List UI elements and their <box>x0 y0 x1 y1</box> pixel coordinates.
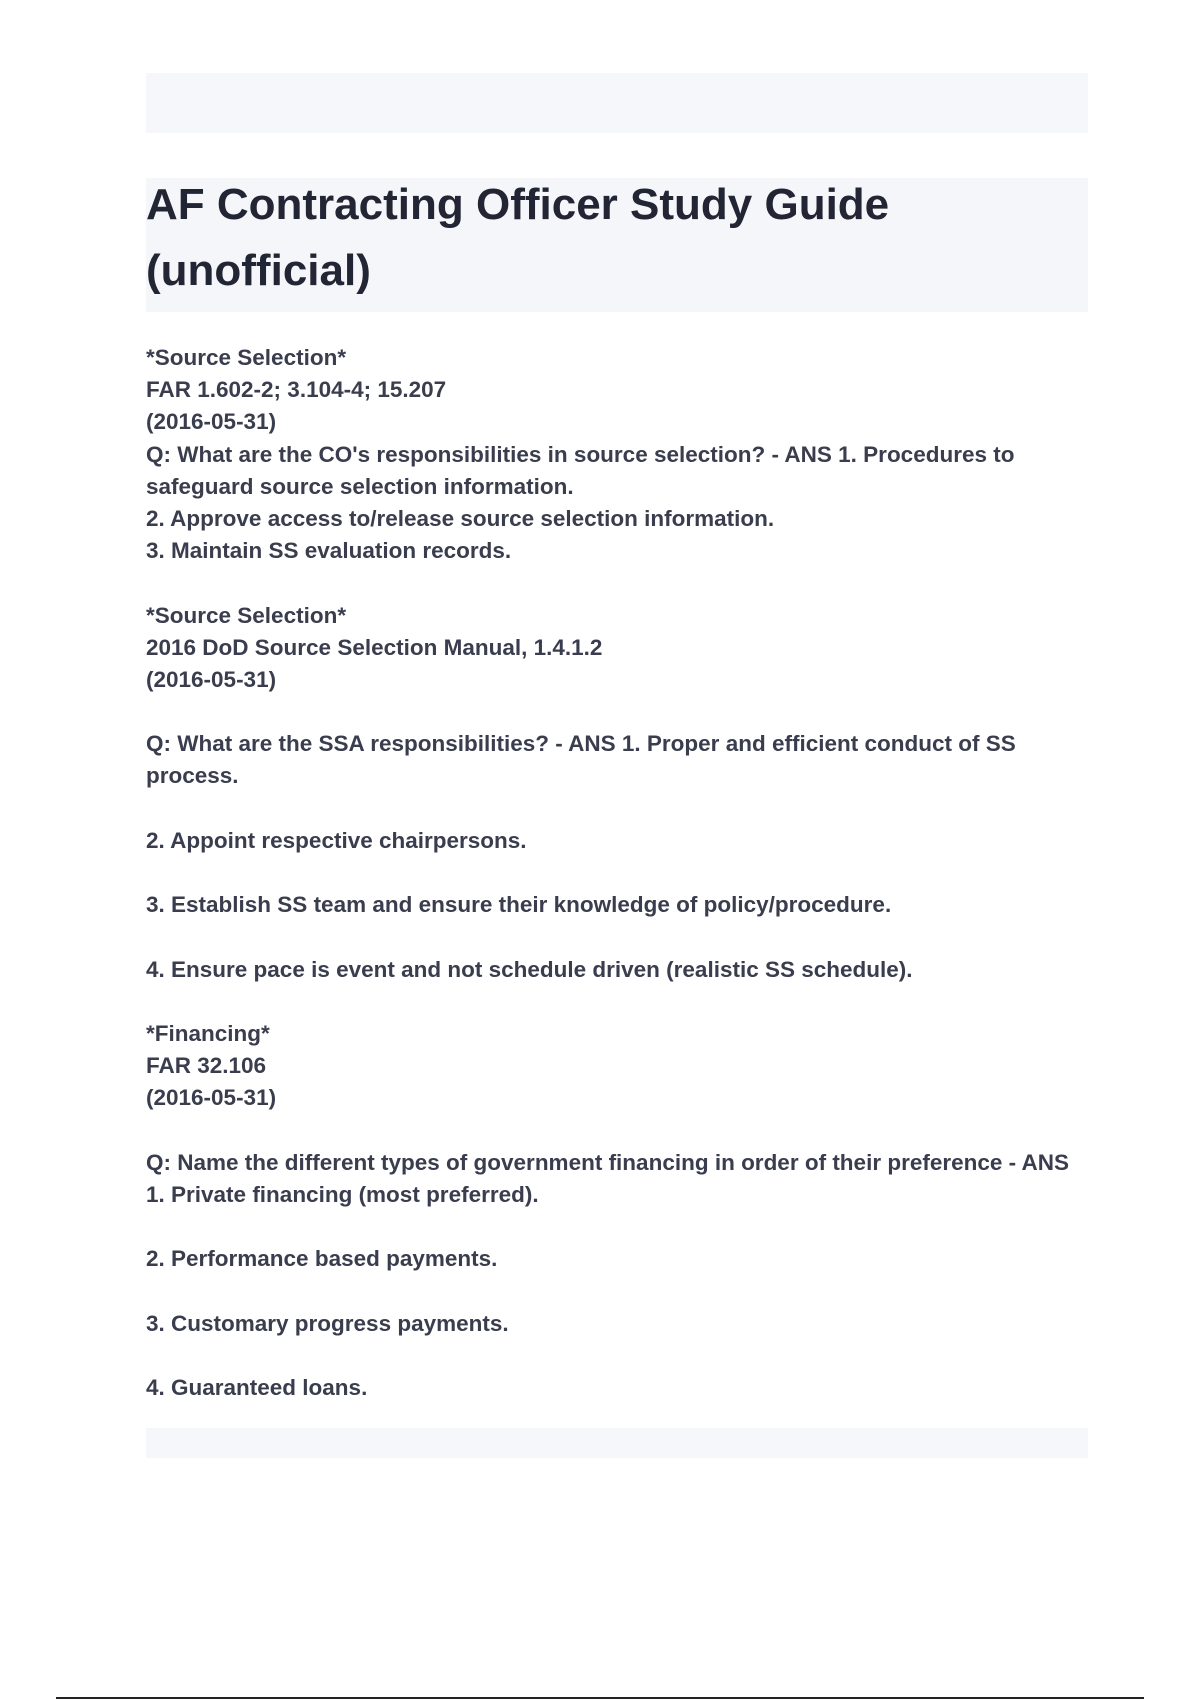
section-date: (2016-05-31) <box>146 409 277 435</box>
section-question: Q: What are the SSA responsibilities? - ANS 1. Proper and efficient conduct of SS process. <box>146 731 1016 789</box>
section-answer: 2. Performance based payments. <box>146 1246 498 1272</box>
section-answer: 3. Maintain SS evaluation records. <box>146 538 512 564</box>
section-reference: FAR 32.106 <box>146 1053 267 1079</box>
spacer <box>146 567 1092 599</box>
study-section <box>146 342 1092 567</box>
section-question: Q: What are the CO's responsibilities in source selection? - ANS 1. Procedures to safeguard source selection information. <box>146 441 1015 499</box>
section-answer: 4. Ensure pace is event and not schedule driven (realistic SS schedule). <box>146 956 913 982</box>
section-question: Q: Name the different types of government financing in order of their preference - ANS 1. Private financing (most preferred). <box>146 1149 1070 1207</box>
spacer <box>146 921 1092 953</box>
study-section <box>146 1018 1092 1404</box>
footer-divider <box>56 1697 1144 1699</box>
section-heading: *Source Selection* <box>146 345 347 370</box>
spacer <box>146 1276 1092 1308</box>
section-answer: 3. Establish SS team and ensure their knowledge of policy/procedure. <box>146 892 892 918</box>
spacer <box>146 857 1092 889</box>
spacer <box>146 986 1092 1018</box>
study-section <box>146 600 1092 986</box>
section-answer: 4. Guaranteed loans. <box>146 1375 368 1401</box>
section-heading: *Financing* <box>146 1021 270 1046</box>
spacer <box>146 696 1092 728</box>
section-heading: *Source Selection* <box>146 602 347 628</box>
header-band <box>146 73 1088 133</box>
spacer <box>146 1115 1092 1147</box>
document-body <box>146 342 1092 1404</box>
spacer <box>146 1211 1092 1243</box>
section-reference: 2016 DoD Source Selection Manual, 1.4.1.2 <box>146 634 603 660</box>
section-answer: 2. Approve access to/release source selection information. <box>146 505 775 531</box>
section-date: (2016-05-31) <box>146 1085 277 1111</box>
spacer <box>146 1340 1092 1372</box>
footer-band <box>146 1428 1088 1458</box>
section-answer: 3. Customary progress payments. <box>146 1310 509 1336</box>
spacer <box>146 793 1092 825</box>
document-title: AF Contracting Officer Study Guide (unofficial) <box>146 180 890 295</box>
section-answer: 2. Appoint respective chairpersons. <box>146 827 527 853</box>
section-date: (2016-05-31) <box>146 666 277 692</box>
section-reference: FAR 1.602-2; 3.104-4; 15.207 <box>146 377 447 403</box>
